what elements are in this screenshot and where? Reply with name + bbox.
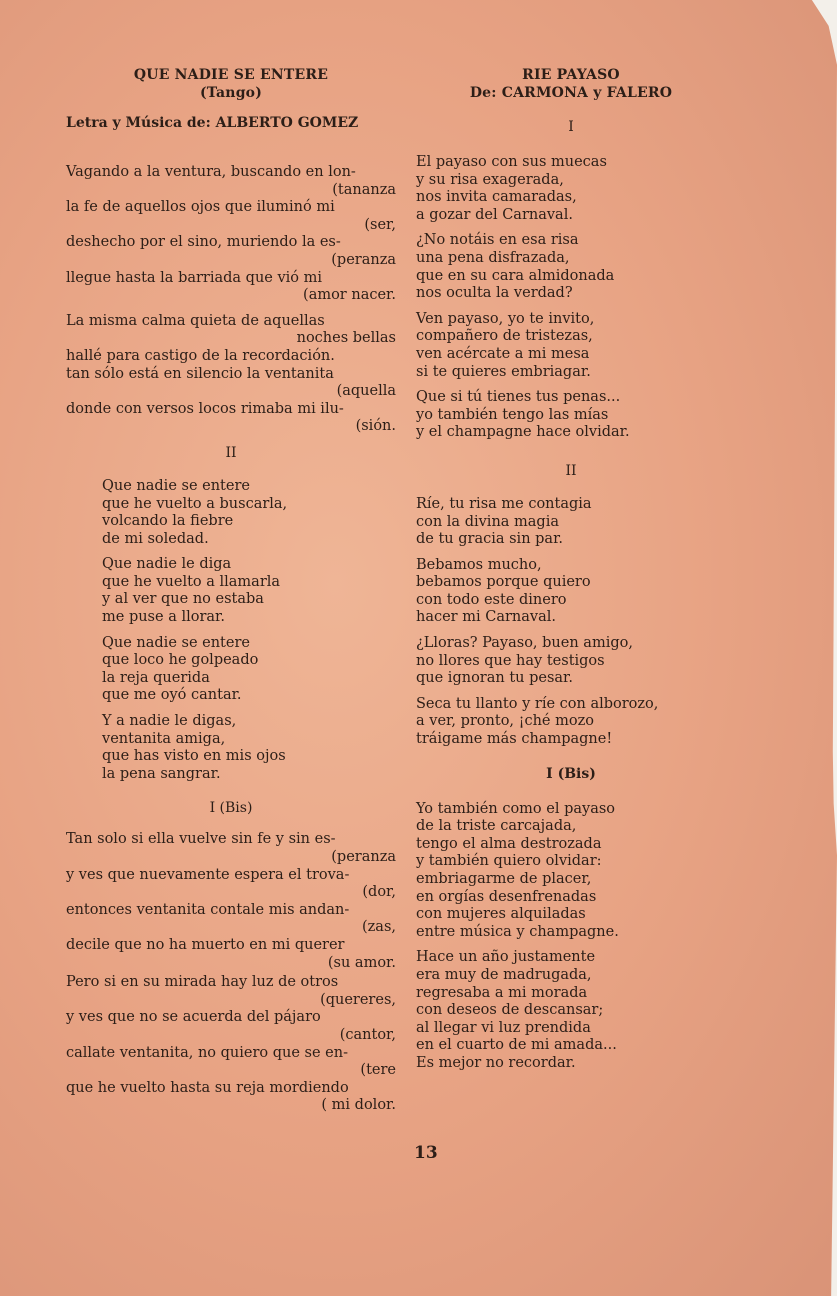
section-heading: I [568,119,574,135]
verse-line-cont: (amor nacer. [303,287,396,304]
song-title-left: QUE NADIE SE ENTERE [133,67,329,83]
lyric-line: que has visto en mis ojos [102,748,286,765]
song-title-right: RIE PAYASO [522,67,620,83]
section-heading: II [565,462,577,479]
verse-line-cont: (quereres, [320,991,396,1008]
lyric-line: que loco he golpeado [102,652,259,669]
verse-line-cont: (cantor, [339,1026,396,1043]
lyric-line: me puse a llorar. [102,609,225,626]
lyric-line: que en su cara almidonada [416,267,615,284]
stanza [416,557,726,627]
stanza [416,389,726,442]
verse-4 [66,974,396,1115]
lyric-line: de tu gracia sin par. [416,531,564,548]
verse-line: hallé para castigo de la recordación. [66,347,335,364]
verse-line-cont: (peranza [331,251,396,268]
section-heading: II [225,444,237,461]
stanza [416,496,726,549]
verse-line: y ves que no se acuerda del pájaro [66,1009,321,1026]
lyric-line: con deseos de descansar; [416,1002,604,1019]
lyric-line: con la divina magia [416,513,559,530]
lyric-line: Y a nadie le digas, [102,713,237,730]
lyric-line: la reja querida [102,669,210,686]
lyric-line: y al ver que no estaba [102,591,264,608]
lyric-line: ventanita amiga, [102,730,226,747]
stanza [102,556,396,626]
verse-line-cont: (dor, [362,884,396,901]
verse-line-cont: ( mi dolor. [321,1097,396,1114]
lyric-line: a ver, pronto, ¡ché mozo [416,713,594,730]
verse-line: donde con versos locos rimaba mi ilu- [66,400,344,417]
verse-line: tan sólo está en silencio la ventanita [66,365,334,382]
lyric-line: Ven payaso, yo te invito, [416,310,595,327]
verse-line: y ves que nuevamente espera el trova- [66,866,350,883]
lyric-line: y también quiero olvidar: [416,853,602,870]
lyric-line: nos oculta la verdad? [416,285,573,302]
lyric-line: de la triste carcajada, [416,818,577,835]
lyric-line: ven acércate a mi mesa [416,345,590,362]
lyric-line: si te quieres embriagar. [416,363,591,380]
lyric-line: de mi soledad. [102,530,209,547]
lyric-line: Hace un año justamente [416,949,596,966]
verse-1 [66,164,396,305]
lyric-line: en el cuarto de mi amada... [416,1037,617,1054]
lyric-line: y su risa exagerada, [416,171,564,188]
verse-line-cont: (sión. [355,418,396,435]
stanza [102,713,396,783]
verse-line-cont: noches bellas [296,330,396,347]
verse-line: deshecho por el sino, muriendo la es- [66,234,341,251]
verse-line-cont: (tananza [332,181,396,198]
song-subtitle-left: (Tango) [199,85,263,101]
lyric-line: que he vuelto a buscarla, [102,495,288,512]
lyric-line: la pena sangrar. [102,765,221,782]
lyric-line: Yo también como el payaso [416,800,616,817]
song-subtitle-right: De: CARMONA y FALERO [469,85,673,101]
lyric-line: Bebamos mucho, [416,556,542,573]
verse-3 [66,831,396,972]
verse-line: la fe de aquellos ojos que iluminó mi [66,199,335,216]
page-number: 13 [414,1143,438,1163]
lyric-line: tengo el alma destrozada [416,835,602,852]
lyric-line: con mujeres alquiladas [416,906,586,923]
lyric-line: regresaba a mi morada [416,984,588,1001]
lyric-line: Seca tu llanto y ríe con alborozo, [416,695,659,712]
lyric-line: Que nadie le diga [102,556,232,573]
lyric-line: embriagarme de placer, [416,871,592,887]
lyric-line: era muy de madrugada, [416,966,592,983]
verse-2 [66,313,396,436]
lyric-line: que me oyó cantar. [102,687,242,704]
verse-line: que he vuelto hasta su reja mordiendo [66,1079,349,1096]
stanza [102,635,396,705]
lyric-line: Que si tú tienes tus penas... [416,389,621,406]
lyric-line: Que nadie se entere [102,477,250,494]
stanza [416,311,726,381]
verse-line: Pero si en su mirada hay luz de otros [66,974,339,991]
lyric-line: volcando la fiebre [102,513,234,530]
verse-line-cont: (su amor. [327,954,396,971]
section-heading: I (Bis) [546,765,596,782]
lyric-line: una pena disfrazada, [416,249,570,266]
lyric-line: tráigame más champagne! [416,731,613,748]
lyric-line: al llegar vi luz prendida [416,1019,591,1036]
lyric-line: no llores que hay testigos [416,652,605,669]
verse-line-cont: (zas, [362,919,396,936]
lyric-line: y el champagne hace olvidar. [416,424,630,441]
lyric-line: con todo este dinero [416,591,567,608]
verse-line: callate ventanita, no quiero que se en- [66,1044,348,1061]
song-credit-left: Letra y Música de: ALBERTO GOMEZ [66,115,359,131]
lyric-line: El payaso con sus muecas [416,154,607,170]
lyric-line: que ignoran tu pesar. [416,670,573,687]
lyric-line: entre música y champagne. [416,923,619,940]
lyric-line: Es mejor no recordar. [416,1054,576,1071]
verse-line-cont: (tere [360,1062,396,1079]
lyric-line: Ríe, tu risa me contagia [416,495,592,512]
lyric-line: que he vuelto a llamarla [102,573,281,590]
lyric-line: ¿Lloras? Payaso, buen amigo, [416,635,633,652]
verse-line-cont: (peranza [331,849,396,865]
stanza [416,696,726,749]
verse-line: Vagando a la ventura, buscando en lon- [66,164,356,180]
lyric-line: nos invita camaradas, [416,189,577,206]
lyric-line: en orgías desenfrenadas [416,888,597,905]
left-column [66,66,396,1115]
right-column [416,66,726,1073]
lyric-line: yo también tengo las mías [416,406,609,423]
stanza [416,232,726,302]
verse-line-cont: (ser, [364,216,396,233]
stanza [102,478,396,548]
stanza [416,801,726,942]
lyric-line: bebamos porque quiero [416,574,591,591]
stanza [416,635,726,688]
stanza [416,154,726,224]
lyric-line: compañero de tristezas, [416,328,593,345]
verse-line: llegue hasta la barriada que vió mi [66,269,323,286]
stanza [416,949,726,1072]
lyric-line: a gozar del Carnaval. [416,206,573,223]
verse-line: Tan solo si ella vuelve sin fe y sin es- [66,831,336,848]
lyric-line: ¿No notáis en esa risa [416,232,579,249]
verse-line: La misma calma quieta de aquellas [66,312,325,329]
section-heading: I (Bis) [209,800,253,817]
lyric-line: Que nadie se entere [102,634,250,651]
verse-line: entonces ventanita contale mis andan- [66,901,350,918]
verse-line: decile que no ha muerto en mi querer [66,936,345,953]
verse-line-cont: (aquella [336,383,396,400]
lyric-line: hacer mi Carnaval. [416,609,556,626]
